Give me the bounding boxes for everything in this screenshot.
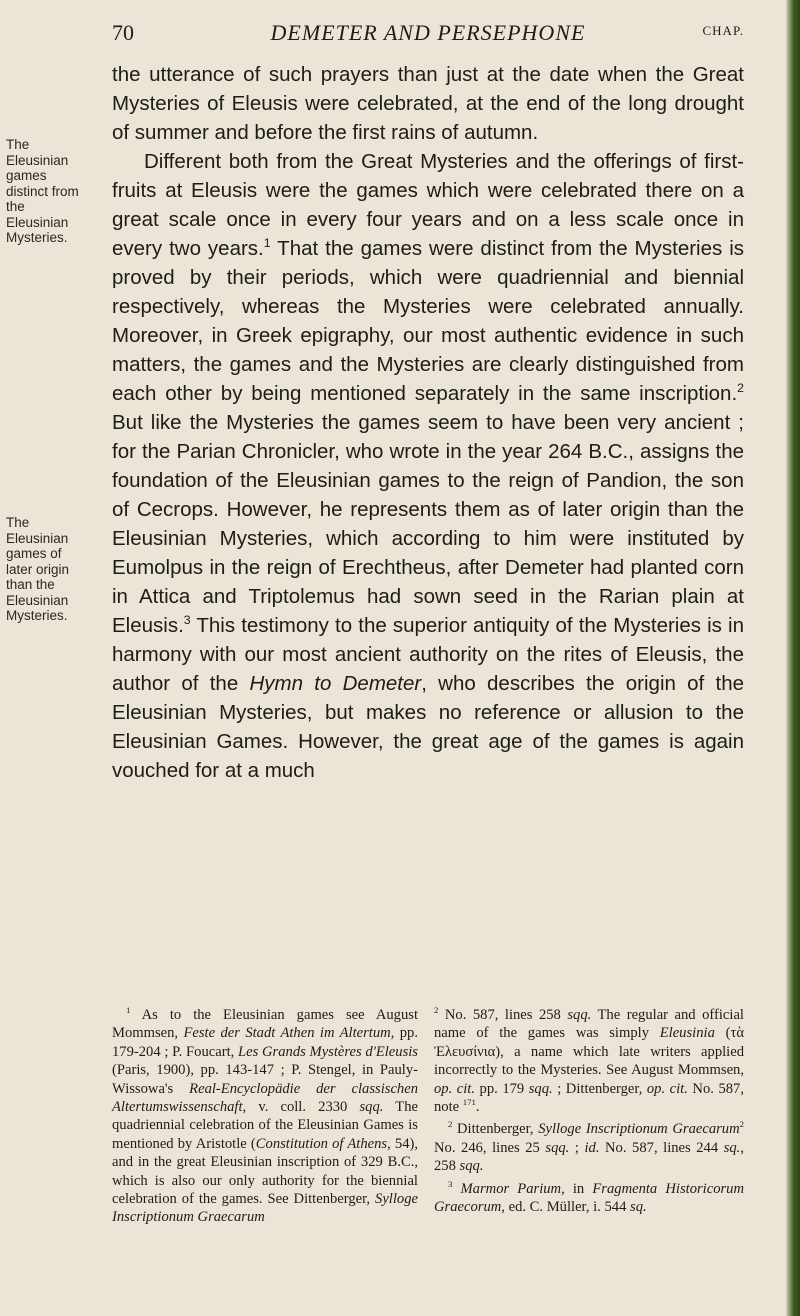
footnote-abbrev: sq.	[630, 1199, 647, 1216]
footnote-mark: 2	[448, 1119, 453, 1130]
footnote-text: As to the Eleusinian games see August Mommsen,	[112, 1007, 418, 1042]
footnote-title: Eleusinia	[659, 1025, 715, 1042]
footnote-text: .	[475, 1099, 480, 1116]
page-edge	[786, 0, 800, 1316]
footnote-abbrev: sqq.	[459, 1158, 484, 1175]
footnote-title: Fragmenta Historicorum Graecorum	[434, 1180, 745, 1216]
footnote-text: , pp. 179-204 ; P. Foucart,	[112, 1025, 418, 1060]
paragraph-games	[112, 147, 744, 785]
footnote-abbrev: id.	[584, 1139, 600, 1156]
footnote-text: , 258	[434, 1139, 744, 1175]
sidenote-games-distinct: The Eleusinian games distinct from the Eleusinian Mysteries.	[6, 137, 79, 245]
footnote-title: Marmor Parium	[460, 1180, 562, 1197]
footnote-text: , in	[561, 1180, 593, 1197]
footnote-ref-3[interactable]: 3	[183, 613, 191, 628]
body-text	[112, 60, 744, 785]
footnote-title: Les Grands Mystères d'Eleusis	[238, 1043, 418, 1060]
footnote-title: Sylloge Inscriptionum Graecarum	[538, 1121, 740, 1138]
body-text-run: Different both from the Great Mysteries and the offerings of first-fruits at Eleusis were the games which were celebrated there on a great scale once in every four years and on a less scale once in every two years.	[112, 150, 744, 260]
footnote-abbrev: sqq.	[528, 1080, 553, 1097]
footnote-text: The quadriennial celebration of the Eleusinian Games is mentioned by Aristotle (	[112, 1099, 418, 1152]
footnote-text: ; Dittenberger,	[552, 1080, 647, 1097]
footnote-mark: 1	[126, 1005, 131, 1016]
footnote-1	[112, 1006, 418, 1227]
footnote-text: No. 587, lines 258	[438, 1007, 568, 1023]
footnote-ref-1[interactable]: 1	[263, 236, 271, 251]
footnote-title: Sylloge Inscriptionum Graecarum	[112, 1191, 418, 1226]
hymn-title: Hymn to Demeter	[249, 672, 422, 695]
body-text-run: That the games were distinct from the Mysteries is proved by their periods, which were quadriennial and biennial respectively, whereas the Mysteries were celebrated annually. Moreover, in Greek epigraphy, our most authentic evidence in such matters, the games and the Mysteries are clearly distinguished from each other by being mentioned separately in the same inscription.	[112, 237, 744, 405]
footnote-text: , 54), and in the great Eleusinian inscription of 329 B.C., which is also our only authority for the biennial celebration of the games. See Dittenberger,	[112, 1135, 418, 1208]
running-head	[112, 20, 744, 48]
footnote-2	[434, 1120, 744, 1175]
body-text-run: This testimony to the superior antiquity of the Mysteries is in harmony with our most ancient authority on the rites of Eleusis, the author of the	[112, 614, 744, 695]
footnote-text: (Paris, 1900), pp. 143-147 ; P. Stengel, in Pauly-Wissowa's	[112, 1062, 418, 1097]
running-title: DEMETER AND PERSEPHONE	[270, 20, 586, 45]
footnote-text: No. 587, lines 244	[599, 1139, 724, 1156]
sidenote-games-later-origin: The Eleusinian games of later origin than the Eleusinian Mysteries.	[6, 515, 70, 623]
edition-sup: 2	[739, 1119, 745, 1130]
footnote-text: pp. 179	[475, 1080, 529, 1097]
footnote-text: , ed. C. Müller, i. 544	[501, 1199, 631, 1216]
footnote-mark: 3	[448, 1178, 453, 1189]
paragraph-continued: the utterance of such prayers than just at the date when the Great Mysteries of Eleusis were celebrated, at the end of the long drought of summer and before the first rains of autumn.	[112, 63, 744, 144]
footnote-text: No. 246, lines 25	[434, 1139, 546, 1156]
footnote-abbrev: sqq.	[545, 1139, 570, 1156]
chapter-mark: CHAP.	[702, 23, 744, 38]
footnote-title: Real-Encyclopädie der classischen Altertumswissenschaft	[112, 1080, 418, 1116]
footnote-abbrev: op. cit.	[434, 1080, 476, 1097]
footnote-ref-2[interactable]: 2	[737, 381, 744, 396]
footnote-abbrev: op. cit.	[646, 1080, 688, 1097]
footnote-text: (τὰ Ἐλευσίνια), a name which late writers applied incorrectly to the Mysteries. See August Mommsen,	[434, 1025, 744, 1079]
body-text-run: But like the Mysteries the games seem to have been very ancient ; for the Parian Chronicler, who wrote in the year 264 B.C., assigns the foundation of the Eleusinian games to the reign of Pandion, the son of Cecrops. However, he represents them as of later origin than the Eleusinian Mysteries, which according to him were instituted by Eumolpus in the reign of Erechtheus, after Demeter had planted corn in Attica and Triptolemus had sown seed in the Rarian plain at Eleusis.	[112, 411, 744, 637]
footnote-text	[452, 1181, 460, 1197]
footnote-text: , v. coll. 2330	[242, 1099, 360, 1116]
footnote-abbrev: sqq.	[359, 1099, 384, 1116]
footnote-text: No. 587, note	[434, 1080, 744, 1116]
footnote-title: Constitution of Athens	[255, 1135, 388, 1152]
footnote-abbrev: sqq.	[567, 1007, 592, 1023]
footnote-column-left	[112, 1006, 418, 1231]
footnote-title: Feste der Stadt Athen im Altertum	[183, 1025, 391, 1042]
footnote-text: ;	[569, 1139, 585, 1156]
edition-sup: 2	[434, 1005, 439, 1016]
page-number: 70	[112, 20, 134, 45]
note-number-sup: 171	[462, 1097, 476, 1108]
footnote-3	[434, 1180, 744, 1217]
footnote-text: Dittenberger,	[452, 1121, 539, 1138]
footnote-text: The regular and official name of the games was simply	[434, 1007, 744, 1042]
footnote-1-continued	[434, 1006, 744, 1116]
footnote-column-right	[434, 1006, 744, 1220]
footnote-abbrev: sq.	[723, 1139, 741, 1156]
body-text-run: , who describes the origin of the Eleusinian Mysteries, but makes no reference or allusion to the Eleusinian Games. However, the great age of the games is again vouched for at a much	[112, 672, 745, 782]
